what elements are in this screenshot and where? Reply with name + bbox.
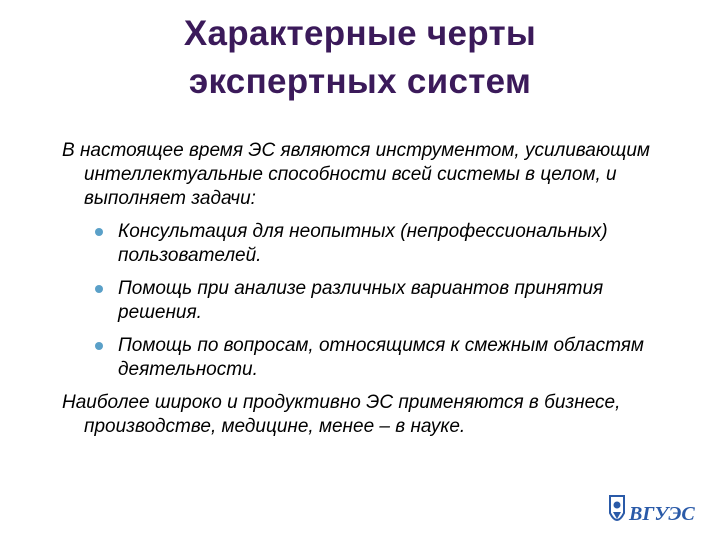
university-crest-icon bbox=[610, 496, 624, 520]
bullet-item bbox=[62, 277, 682, 325]
logo-text: ВГУЭС bbox=[629, 503, 695, 525]
bullet-item bbox=[62, 220, 682, 268]
slide-body bbox=[62, 139, 682, 448]
bullet-text: Помощь по вопросам, относящимся к смежным областям деятельности. bbox=[118, 335, 644, 380]
bullet-dot-icon bbox=[95, 285, 103, 293]
bullet-text: Помощь при анализе различных вариантов принятия решения. bbox=[118, 278, 604, 323]
slide-title-line-2: экспертных систем bbox=[188, 62, 532, 101]
university-logo bbox=[604, 493, 704, 531]
slide-title bbox=[0, 10, 720, 106]
bullet-item bbox=[62, 334, 682, 382]
bullet-text: Консультация для неопытных (непрофессиональных) пользователей. bbox=[118, 221, 608, 266]
intro-paragraph: В настоящее время ЭС являются инструментом, усиливающим интеллектуальные способности всей системы в целом, и выполняет задачи: bbox=[62, 140, 650, 209]
conclusion-paragraph: Наиболее широко и продуктивно ЭС применяются в бизнесе, производстве, медицине, менее – в науке. bbox=[62, 392, 621, 437]
bullet-dot-icon bbox=[95, 342, 103, 350]
slide-title-line-1: Характерные черты bbox=[183, 14, 537, 53]
bullet-dot-icon bbox=[95, 228, 103, 236]
bullet-list bbox=[62, 220, 682, 382]
